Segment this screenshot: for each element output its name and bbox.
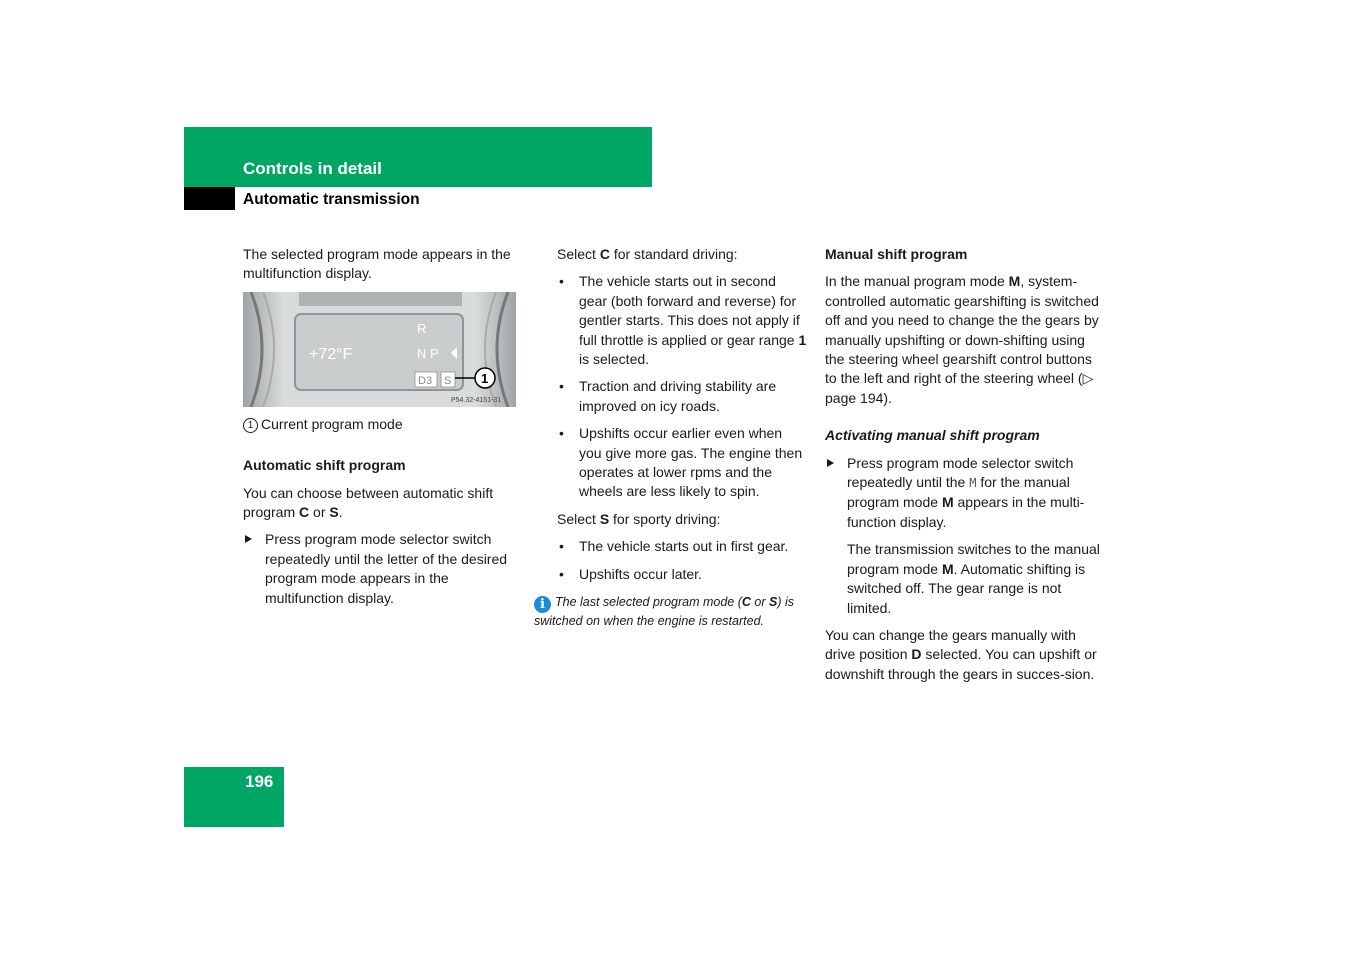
gear-np: N P — [417, 345, 439, 361]
intro-text: The selected program mode appears in the multifunction display. — [243, 246, 511, 282]
callout-number: 1 — [481, 370, 489, 386]
figure-code: P54.32-4151-31 — [451, 396, 502, 404]
list-item: • The vehicle starts out in second gear (both forward and reverse) for gentler starts. This does not apply if full throttle is applied or gear range 1 is selected. — [559, 273, 807, 368]
s-bullet-list — [557, 537, 807, 584]
column-left — [243, 245, 519, 616]
temperature-readout: +72°F — [309, 345, 353, 363]
manual-mode-symbol: M — [969, 476, 977, 491]
select-s-text: Select S for sporty driving: — [557, 510, 721, 527]
column-middle — [557, 245, 807, 592]
result-text: The transmission switches to the manual program mode M. Automatic shifting is switched off. The gear range is not limited. — [847, 541, 1100, 616]
list-item: • Upshifts occur earlier even when you give more gas. The engine then operates at lower rpms and the wheels are less likely to spin. — [559, 425, 803, 500]
top-display-strip — [299, 292, 462, 306]
action-list-manual — [825, 454, 1101, 533]
subheader-marker — [184, 187, 235, 210]
heading-automatic-shift: Automatic shift program — [243, 457, 406, 474]
heading-manual-shift: Manual shift program — [825, 246, 968, 262]
action-list-automatic — [243, 530, 519, 608]
section-title: Controls in detail — [243, 159, 382, 178]
column-right — [825, 245, 1101, 692]
list-item: • Upshifts occur later. — [559, 565, 702, 582]
mode-s: S — [444, 374, 452, 387]
mode-d3: D3 — [418, 374, 433, 387]
subheading-activating: Activating manual shift program — [825, 427, 1040, 444]
info-note: i The last selected program mode (C or S) is switched on when the engine is restarted. — [534, 595, 794, 628]
manual-gears-text: You can change the gears manually with drive position D selected. You can upshift or downshift through the gears in succes-sion. — [825, 626, 1097, 682]
list-item: • Traction and driving stability are improved on icy roads. — [559, 378, 777, 414]
caption-number: 1 — [243, 418, 258, 433]
c-bullet-list — [557, 272, 807, 501]
multifunction-display-figure — [243, 292, 516, 407]
select-c-text: Select C for standard driving: — [557, 246, 738, 262]
arrow-right-icon — [827, 459, 834, 467]
manual-intro: In the manual program mode M, system-controlled automatic gearshifting is switched off and you need to change the the gears by manually upshifting or down-shifting using the steering wheel gearshift control buttons to the left and right of the steering wheel (▷ page 194). — [825, 273, 1099, 406]
figure-caption: 1 Current program mode — [243, 415, 519, 434]
action-item: Press program mode selector switch repeatedly until the letter of the desired program mode appears in the multifunction display. — [243, 530, 519, 608]
gear-r: R — [417, 320, 427, 336]
arrow-right-icon — [245, 535, 252, 543]
list-item: • The vehicle starts out in first gear. — [559, 538, 789, 555]
info-icon: i — [534, 596, 551, 613]
action-item: Press program mode selector switch repeatedly until the M for the manual program mode M appears in the multi-function display. — [825, 454, 1101, 533]
section-subtitle: Automatic transmission — [243, 191, 420, 208]
page-number: 196 — [245, 772, 274, 791]
choose-text: You can choose between automatic shift program C or S. — [243, 484, 494, 521]
